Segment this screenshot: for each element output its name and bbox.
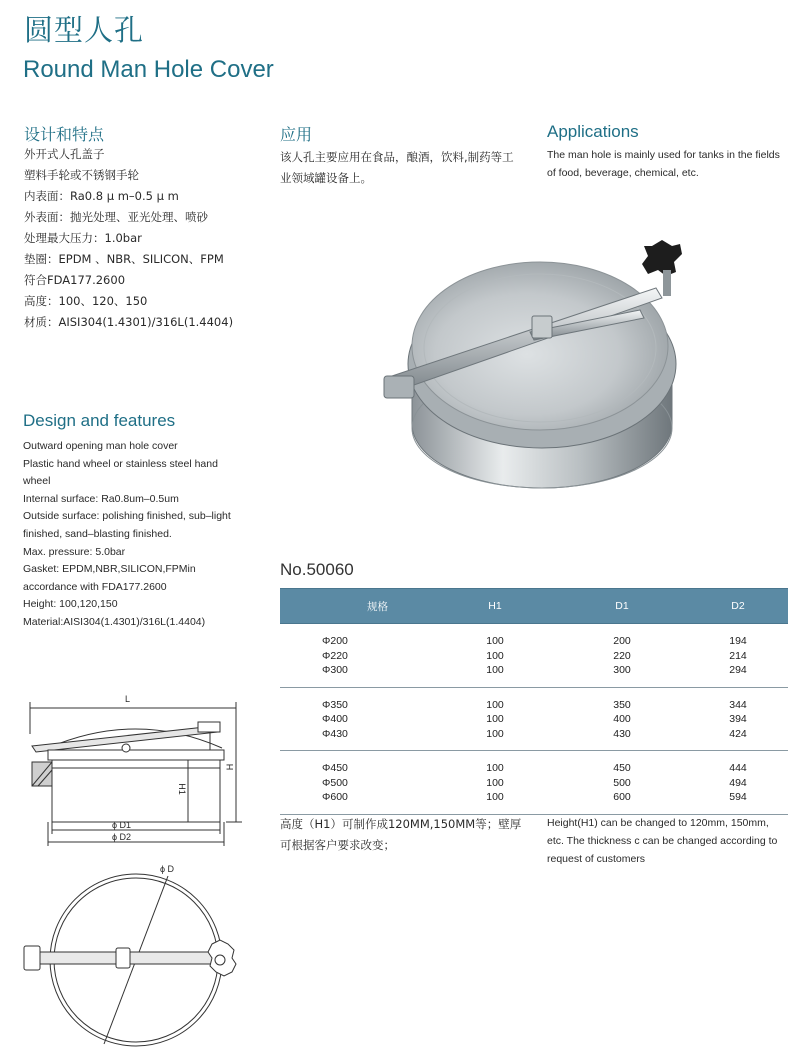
cell-spec: Φ500 (322, 776, 348, 789)
design-line-cn: 高度：100、120、150 (24, 294, 148, 308)
design-line-en: Outward opening man hole cover (23, 440, 178, 452)
table-row (280, 776, 788, 791)
col-header-spec: 规格 (280, 589, 434, 624)
note-cn: 高度（H1）可制作成120MM,150MM等；壁厚可根据客户要求改变； (280, 817, 522, 852)
design-line-cn: 外表面：抛光处理、亚光处理、喷砂 (24, 210, 208, 224)
application-heading-cn: 应用 (280, 125, 313, 144)
cell-d2: 394 (729, 713, 747, 726)
cell-spec: Φ450 (322, 762, 348, 775)
cell-spec: Φ400 (322, 713, 348, 726)
cell-d2: 594 (729, 791, 747, 804)
cell-spec: Φ220 (322, 649, 348, 662)
table-row (280, 687, 788, 712)
cell-d2: 214 (729, 649, 747, 662)
design-list-en (23, 438, 273, 632)
table-group (280, 751, 788, 815)
cell-h1: 100 (486, 713, 504, 726)
cell-h1: 100 (486, 727, 504, 740)
top-view-drawing (18, 860, 248, 1050)
cell-d1: 200 (613, 635, 631, 648)
cell-d1: 500 (613, 776, 631, 789)
cell-spec: Φ350 (322, 698, 348, 711)
note-en: Height(H1) can be changed to 120mm, 150mm, etc. The thickness c can be changed according to request of customers (547, 817, 778, 865)
design-line-en: accordance with FDA177.2600 (23, 580, 167, 593)
table-row (280, 712, 788, 727)
design-line-cn: 材质：AISI304(1.4301)/316L(1.4404) (24, 315, 234, 329)
cell-d2: 194 (729, 635, 747, 648)
design-line-en: Material:AISI304(1.4301)/316L(1.4404) (23, 615, 206, 628)
dim-label-l: L (125, 694, 131, 704)
manhole-product-photo (380, 236, 690, 498)
dim-label-h1: H1 (176, 783, 187, 795)
application-text-en: The man hole is mainly used for tanks in the fields of food, beverage, chemical, etc. (547, 149, 780, 179)
application-text-cn: 该人孔主要应用在食品，酿酒，饮料,制药等工业领域罐设备上。 (280, 150, 514, 185)
design-heading-cn: 设计和特点 (24, 125, 105, 144)
cell-d2: 294 (729, 664, 747, 677)
cell-d2: 444 (729, 762, 747, 775)
cell-d1: 400 (613, 713, 631, 726)
application-heading-en: Applications (547, 122, 639, 141)
cell-d1: 430 (613, 727, 631, 740)
col-header-d1: D1 (556, 589, 688, 624)
dim-label-d1: ϕ D1 (112, 820, 132, 830)
design-line-cn: 符合FDA177.2600 (24, 273, 126, 287)
design-line-en: Plastic hand wheel or stainless steel hand (23, 457, 218, 470)
cell-spec: Φ300 (322, 664, 348, 677)
cell-h1: 100 (486, 698, 504, 711)
cell-spec: Φ200 (322, 635, 348, 648)
cell-d1: 350 (613, 698, 631, 711)
design-line-cn: 垫圈：EPDM 、NBR、SILICON、FPM (24, 252, 224, 266)
design-line-en: Height: 100,120,150 (23, 598, 118, 611)
table-row (280, 751, 788, 776)
design-line-cn: 外开式人孔盖子 (24, 147, 105, 161)
cell-d1: 220 (613, 649, 631, 662)
cell-h1: 100 (486, 762, 504, 775)
design-heading-en: Design and features (23, 411, 176, 430)
col-header-d2: D2 (688, 589, 788, 624)
design-line-en: Gasket: EPDM,NBR,SILICON,FPMin (23, 563, 196, 576)
table-header-row (280, 589, 788, 624)
design-line-en: Outside surface: polishing finished, sub–light (23, 510, 231, 523)
design-line-en: Internal surface: Ra0.8um–0.5um (23, 492, 179, 505)
cell-h1: 100 (486, 791, 504, 804)
design-line-cn: 处理最大压力：1.0bar (24, 231, 142, 245)
design-list-cn (24, 144, 264, 333)
col-header-h1: H1 (434, 589, 556, 624)
page-title-cn: 圆型人孔 (24, 13, 145, 47)
table-group (280, 687, 788, 751)
cell-spec: Φ430 (322, 727, 348, 740)
design-line-en: finished, sand–blasting finished. (23, 527, 172, 540)
table-row (280, 663, 788, 687)
table-row (280, 727, 788, 751)
dim-label-h: H (224, 763, 235, 771)
dim-label-d2: ϕ D2 (112, 832, 132, 842)
spec-table (280, 588, 788, 815)
table-row (280, 790, 788, 814)
design-line-en: wheel (23, 475, 51, 488)
table-row (280, 624, 788, 649)
cell-spec: Φ600 (322, 791, 348, 804)
cell-h1: 100 (486, 664, 504, 677)
cell-d2: 424 (729, 727, 747, 740)
page-title-en: Round Man Hole Cover (23, 56, 274, 83)
design-line-en: Max. pressure: 5.0bar (23, 545, 126, 558)
design-line-cn: 塑料手轮或不锈钢手轮 (24, 168, 139, 182)
design-line-cn: 内表面：Ra0.8 μ m–0.5 μ m (24, 189, 179, 203)
cell-d1: 450 (613, 762, 631, 775)
cell-h1: 100 (486, 776, 504, 789)
table-row (280, 649, 788, 664)
cell-d1: 300 (613, 664, 631, 677)
cell-d1: 600 (613, 791, 631, 804)
cell-h1: 100 (486, 635, 504, 648)
table-group (280, 624, 788, 688)
cell-h1: 100 (486, 649, 504, 662)
side-view-drawing (18, 690, 248, 850)
model-number: No.50060 (280, 560, 354, 579)
dim-label-d: ϕ D (160, 864, 175, 874)
cell-d2: 344 (729, 698, 747, 711)
cell-d2: 494 (729, 776, 747, 789)
